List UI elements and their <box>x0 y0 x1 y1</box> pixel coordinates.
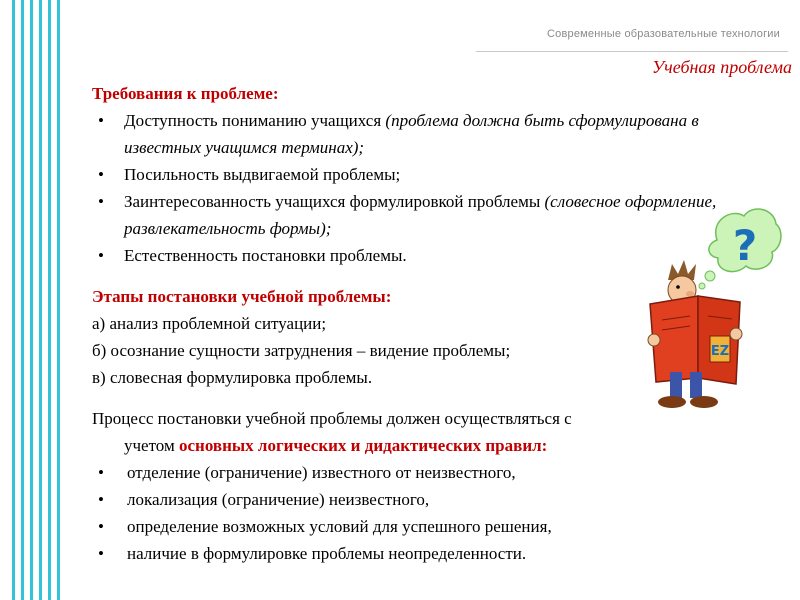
stage-item: б) осознание сущности затруднения – видение проблемы; <box>92 341 511 360</box>
list-item <box>92 161 742 188</box>
list-item: • локализация (ограничение) неизвестного, <box>92 486 742 513</box>
svg-text:?: ? <box>732 221 758 270</box>
item-text: Заинтересованность учащихся формулировкой проблемы <box>124 192 545 211</box>
presentation-header: Современные образовательные технологии <box>547 28 780 40</box>
stages-heading: Этапы постановки учебной проблемы: <box>92 287 392 306</box>
list-item: • определение возможных условий для успешного решения, <box>92 513 742 540</box>
book-label: EZ <box>710 344 730 359</box>
requirements-heading: Требования к проблеме: <box>92 84 279 103</box>
student-reading-question-icon <box>632 200 782 418</box>
book-icon <box>650 296 740 384</box>
header-divider <box>476 51 788 52</box>
item-note: (проблема должна быть сформулирована в известных учащимся терминах); <box>124 111 699 157</box>
slide-subtitle: Учебная проблема <box>652 57 792 77</box>
list-item <box>92 107 742 161</box>
item-text: Посильность выдвигаемой проблемы; <box>124 165 401 184</box>
process-prefix: учетом <box>124 436 179 455</box>
item-text: Естественность постановки проблемы. <box>124 246 407 265</box>
process-text: Процесс постановки учебной проблемы должен осуществляться с <box>92 409 572 428</box>
process-text-continued <box>92 432 742 459</box>
rules-highlight: основных логических и дидактических правил: <box>178 436 548 455</box>
thought-cloud-icon <box>699 209 781 289</box>
list-item: • наличие в формулировке проблемы неопределенности. <box>92 540 742 567</box>
stage-item: а) анализ проблемной ситуации; <box>92 314 327 333</box>
item-note: (словесное оформление, развлекательность формы); <box>124 192 717 238</box>
decorative-stripes <box>10 0 62 600</box>
rules-list <box>92 459 742 567</box>
item-text: Доступность пониманию учащихся <box>124 111 386 130</box>
list-item: • отделение (ограничение) известного от неизвестного, <box>92 459 742 486</box>
stage-item: в) словесная формулировка проблемы. <box>92 368 373 387</box>
